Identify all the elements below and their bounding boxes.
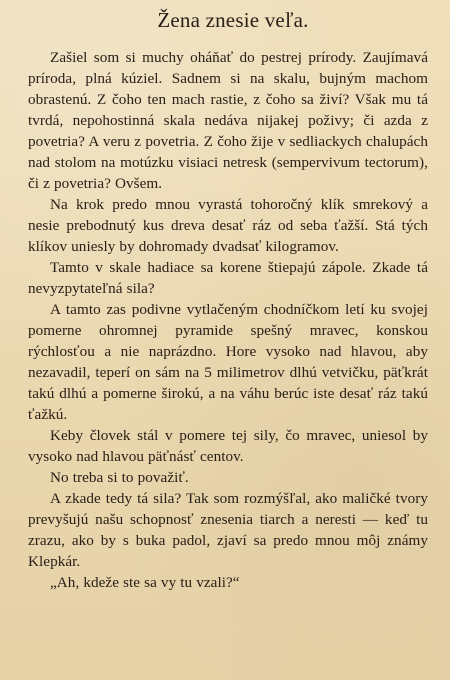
page-title: Žena znesie veľa. [157,8,309,32]
text-body [28,47,428,593]
paragraph: Zašiel som si muchy oháňať do pestrej prírody. Zaujímavá príroda, plná kúziel. Sadnem si na skalu, bujným machom obrastenú. Z čoho ten mach rastie, z čoho sa živí? Však mu tá tvrdá, nepohostinná skala nedáva nijakej poživy; či azda z povetria? A veru z povetria. Z čoho žije v sedliackych chalupách nad stolom na motúzku visiaci netresk (sempervivum tectorum), či z povetria? Ovšem. [28,49,428,192]
paragraph: „Ah, kdeže ste sa vy tu vzali?“ [50,574,240,591]
paragraph: Tamto v skale hadiace sa korene štiepajú zápole. Zkade tá nevyzpytateľná sila? [28,259,428,297]
paragraph: A zkade tedy tá sila? Tak som rozmýšľal, ako maličké tvory prevyšujú našu schopnosť znesenia tiarch a neresti — keď tu zrazu, ako by s buka padol, zjaví sa predo mnou môj známy Klepkár. [28,490,428,570]
paragraph: No treba si to považiť. [50,469,189,486]
paragraph: Keby človek stál v pomere tej sily, čo mravec, uniesol by vysoko nad hlavou päťnásť centov. [28,427,428,465]
paragraph: A tamto zas podivne vytlačeným chodníčkom letí ku svojej pomerne ohromnej pyramide spešný mravec, konskou rýchlosťou a nie naprázdno. Hore vysoko nad hlavou, aby nezavadil, teperí on sám na 5 milimetrov dlhú vetvičku, päťkrát takú dlhú a pomerne širokú, a na váhu berúc iste desať ráz takú ťažkú. [28,301,428,423]
paragraph: Na krok predo mnou vyrastá tohoročný klík smrekový a nesie prebodnutý kus dreva desať ráz od seba ťažší. Stá tých klíkov uniesly by dohromady dvadsať kilogramov. [28,196,428,255]
